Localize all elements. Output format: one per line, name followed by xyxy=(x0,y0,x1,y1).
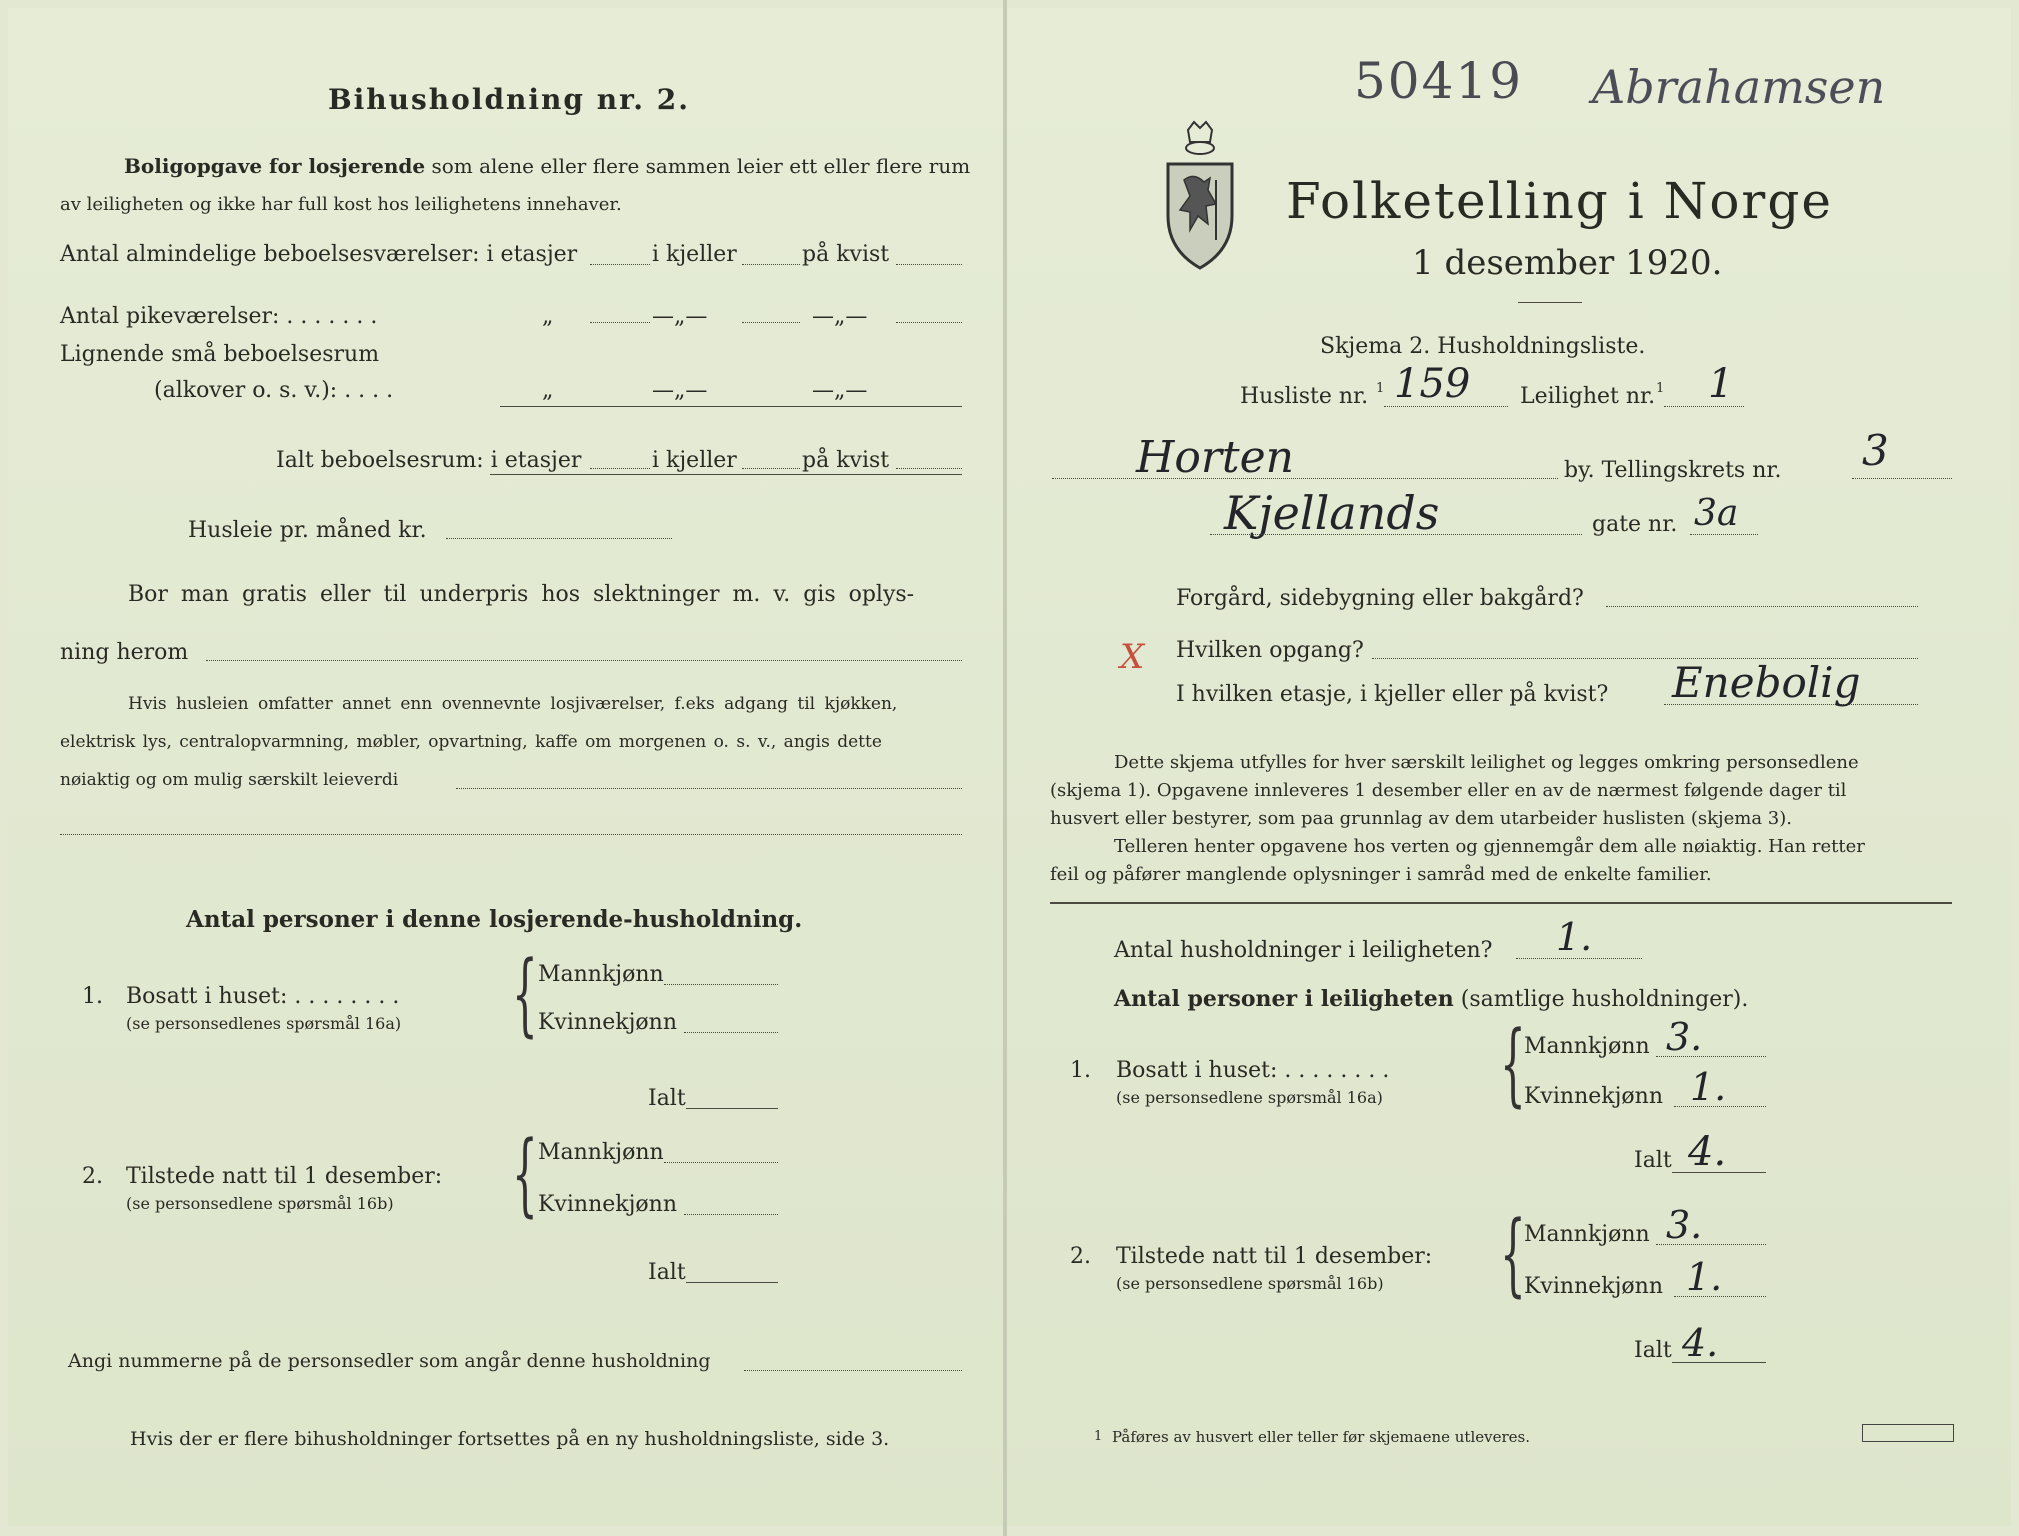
antal-pers-line xyxy=(1114,988,1748,1011)
printer-mark xyxy=(1862,1424,1954,1442)
leilighet-sup: 1 xyxy=(1656,381,1665,396)
intro-bold: Boligopgave for losjerende xyxy=(124,154,426,178)
l-q1-ialt: Ialt xyxy=(648,1086,686,1111)
city-value: Horten xyxy=(1136,432,1294,483)
pike-field-1 xyxy=(590,322,650,323)
r-q1-mann: Mannkjønn xyxy=(1524,1034,1650,1059)
antal-hush-value: 1. xyxy=(1556,915,1593,959)
left-title: Bihusholdning nr. 2. xyxy=(328,83,690,116)
intro-rest: som alene eller flere sammen leier ett eller flere rum xyxy=(431,154,971,178)
l-q1-kvinne: Kvinnekjønn xyxy=(538,1010,677,1035)
hvis-line-3: nøiaktig og om mulig særskilt leieverdi xyxy=(60,770,399,790)
r-q1-ialt-value: 4. xyxy=(1688,1129,1727,1175)
info-3: husvert eller bestyrer, som paa grunnlag av dem utarbeider huslisten (skjema 3). xyxy=(1050,808,1792,829)
lignende-line-2: (alkover o. s. v.): . . . . xyxy=(154,378,394,403)
l-q2-ialt: Ialt xyxy=(648,1260,686,1285)
angi-line xyxy=(68,1352,711,1371)
opgang-label: Hvilken opgang? xyxy=(1176,638,1364,663)
r-q2-ialt-value: 4. xyxy=(1682,1321,1719,1365)
lignende-ditto-1: „ xyxy=(542,378,554,403)
ialt-underline xyxy=(490,474,962,475)
l-q2-kvinne: Kvinnekjønn xyxy=(538,1192,677,1217)
intro-line-1 xyxy=(124,156,970,176)
by-krets-label: by. Tellingskrets nr. xyxy=(1564,458,1782,483)
l-q1-num: 1. xyxy=(82,984,103,1009)
pike-ditto-2: —„— xyxy=(652,304,708,329)
pike-ditto-3: —„— xyxy=(812,304,868,329)
l-q2-ialt-field xyxy=(686,1282,778,1283)
left-footer: Hvis der er flere bihusholdninger fortsettes på en ny husholdningsliste, side 3. xyxy=(130,1428,890,1450)
ialt-kvist-field xyxy=(896,468,962,469)
r-q2-sub: (se personsedlene spørsmål 16b) xyxy=(1116,1274,1384,1293)
l-q1-mann: Mannkjønn xyxy=(538,962,664,987)
gate-label: gate nr. xyxy=(1592,512,1678,537)
r-q1-brace: { xyxy=(1500,1012,1526,1117)
forgaard-field xyxy=(1606,606,1918,607)
footnote-marker: 1 xyxy=(1094,1429,1103,1444)
r-q2-mann-value: 3. xyxy=(1666,1203,1703,1247)
forgaard-label: Forgård, sidebygning eller bakgård? xyxy=(1176,586,1584,611)
l-q1-label: Bosatt i huset: . . . . . . . . xyxy=(126,984,400,1009)
page-fold xyxy=(1003,0,1007,1536)
etasje-value: Enebolig xyxy=(1672,658,1861,707)
r-q2-kvinne-value: 1. xyxy=(1686,1255,1723,1299)
r-q2-num: 2. xyxy=(1070,1244,1091,1269)
hvis-field-1 xyxy=(456,788,962,789)
lignende-underline xyxy=(500,406,962,407)
r-q1-label: Bosatt i huset: . . . . . . . . xyxy=(1116,1058,1390,1083)
l-q2-mann-field xyxy=(664,1162,778,1163)
l-q1-ialt-field xyxy=(686,1108,778,1109)
hvis-field-2 xyxy=(60,834,962,835)
pike-label: Antal pikeværelser: . . . . . . . xyxy=(60,304,378,329)
rooms-kvist-field xyxy=(896,264,962,265)
antal-hush-label: Antal husholdninger i leiligheten? xyxy=(1114,938,1493,963)
title-rule xyxy=(1518,302,1582,303)
l-q2-kvinne-field xyxy=(684,1214,778,1215)
lignende-ditto-2: —„— xyxy=(652,378,708,403)
ialt-rooms-label: Ialt beboelsesrum: i etasjer xyxy=(276,448,582,473)
coat-of-arms-icon xyxy=(1160,120,1240,272)
info-2: (skjema 1). Opgavene innleveres 1 desember eller en av de nærmest følgende dager til xyxy=(1050,780,1847,801)
r-q1-kvinne-value: 1. xyxy=(1690,1065,1727,1109)
rooms-kjeller-label: i kjeller xyxy=(652,242,737,267)
gate-value: 3a xyxy=(1694,493,1739,534)
red-x-mark: X xyxy=(1120,637,1145,677)
street-field xyxy=(1210,534,1582,535)
leilighet-label: Leilighet nr. xyxy=(1520,384,1656,409)
lignende-line-1: Lignende små beboelsesrum xyxy=(60,342,380,367)
leilighet-value: 1 xyxy=(1708,361,1734,407)
l-q2-sub: (se personsedlene spørsmål 16b) xyxy=(126,1194,394,1213)
top-signature: Abrahamsen xyxy=(1592,60,1886,114)
census-date: 1 desember 1920. xyxy=(1412,243,1723,283)
pike-field-3 xyxy=(896,322,962,323)
husliste-value: 159 xyxy=(1394,361,1471,407)
r-q1-mann-value: 3. xyxy=(1666,1015,1703,1059)
bor-line-1: Bor man gratis eller til underpris hos slektninger m. v. gis oplys- xyxy=(128,582,915,607)
ialt-kjeller-field xyxy=(742,468,800,469)
angi-text: Angi nummerne på de personsedler som angår denne husholdning xyxy=(68,1350,711,1372)
archive-number: 50419 xyxy=(1354,52,1524,110)
hvis-line-1: Hvis husleien omfatter annet enn ovennevnte losjiværelser, f.eks adgang til kjøkken, xyxy=(128,694,898,714)
antal-pers-bold: Antal personer i leiligheten xyxy=(1114,986,1454,1012)
ialt-etasjer-field xyxy=(590,468,650,469)
l-q2-mann: Mannkjønn xyxy=(538,1140,664,1165)
antal-title-left: Antal personer i denne losjerende-husholdning. xyxy=(186,906,803,933)
ialt-kvist-label: på kvist xyxy=(802,448,890,473)
l-q2-num: 2. xyxy=(82,1164,103,1189)
husleie-field xyxy=(446,538,672,539)
bor-line-2: ning herom xyxy=(60,640,189,665)
husliste-sup: 1 xyxy=(1376,381,1385,396)
pike-field-2 xyxy=(742,322,800,323)
gate-field xyxy=(1690,534,1758,535)
intro-line-2: av leiligheten og ikke har full kost hos leilighetens innehaver. xyxy=(60,194,622,215)
lignende-ditto-3: —„— xyxy=(812,378,868,403)
street-value: Kjellands xyxy=(1224,486,1440,540)
r-q1-num: 1. xyxy=(1070,1058,1091,1083)
footnote: Påføres av husvert eller teller før skjemaene utleveres. xyxy=(1112,1428,1530,1446)
rooms-label: Antal almindelige beboelsesværelser: i etasjer xyxy=(60,242,578,267)
info-4: Telleren henter opgavene hos verten og gjennemgår dem alle nøiaktig. Han retter xyxy=(1114,836,1865,857)
rooms-kvist-label: på kvist xyxy=(802,242,890,267)
hvis-line-2: elektrisk lys, centralopvarmning, møbler, opvartning, kaffe om morgenen o. s. v., angis dette xyxy=(60,732,882,752)
r-q1-sub: (se personsedlene spørsmål 16a) xyxy=(1116,1088,1383,1107)
ialt-kjeller-label: i kjeller xyxy=(652,448,737,473)
husleie-label: Husleie pr. måned kr. xyxy=(188,518,427,543)
angi-field xyxy=(744,1370,962,1371)
left-page xyxy=(8,8,1005,1526)
info-1: Dette skjema utfylles for hver særskilt leilighet og legges omkring personsedlene xyxy=(1114,752,1859,773)
section-rule xyxy=(1050,902,1952,904)
l-q1-kvinne-field xyxy=(684,1032,778,1033)
antal-pers-rest: (samtlige husholdninger). xyxy=(1460,987,1749,1012)
city-field xyxy=(1052,478,1558,479)
l-q1-brace: { xyxy=(512,942,538,1047)
l-q2-label: Tilstede natt til 1 desember: xyxy=(126,1164,443,1189)
r-q2-brace: { xyxy=(1500,1202,1526,1307)
r-q2-kvinne: Kvinnekjønn xyxy=(1524,1274,1663,1299)
l-q2-brace: { xyxy=(512,1122,538,1227)
pike-ditto-1: „ xyxy=(542,304,554,329)
husliste-label: Husliste nr. xyxy=(1240,384,1369,409)
l-q1-sub: (se personsedlenes spørsmål 16a) xyxy=(126,1014,402,1033)
schema-label: Skjema 2. Husholdningsliste. xyxy=(1320,334,1646,359)
r-q1-kvinne: Kvinnekjønn xyxy=(1524,1084,1663,1109)
r-q2-label: Tilstede natt til 1 desember: xyxy=(1116,1244,1433,1269)
info-5: feil og påfører manglende oplysninger i samråd med de enkelte familier. xyxy=(1050,864,1712,885)
rooms-etasjer-field xyxy=(590,264,650,265)
krets-field xyxy=(1852,478,1952,479)
l-q1-mann-field xyxy=(664,984,778,985)
r-q2-mann: Mannkjønn xyxy=(1524,1222,1650,1247)
etasje-label: I hvilken etasje, i kjeller eller på kvist? xyxy=(1176,682,1609,707)
main-title: Folketelling i Norge xyxy=(1286,172,1833,230)
r-q1-ialt: Ialt xyxy=(1634,1148,1672,1173)
rooms-kjeller-field xyxy=(742,264,800,265)
bor-field xyxy=(206,660,962,661)
r-q2-ialt: Ialt xyxy=(1634,1338,1672,1363)
krets-value: 3 xyxy=(1862,426,1889,475)
